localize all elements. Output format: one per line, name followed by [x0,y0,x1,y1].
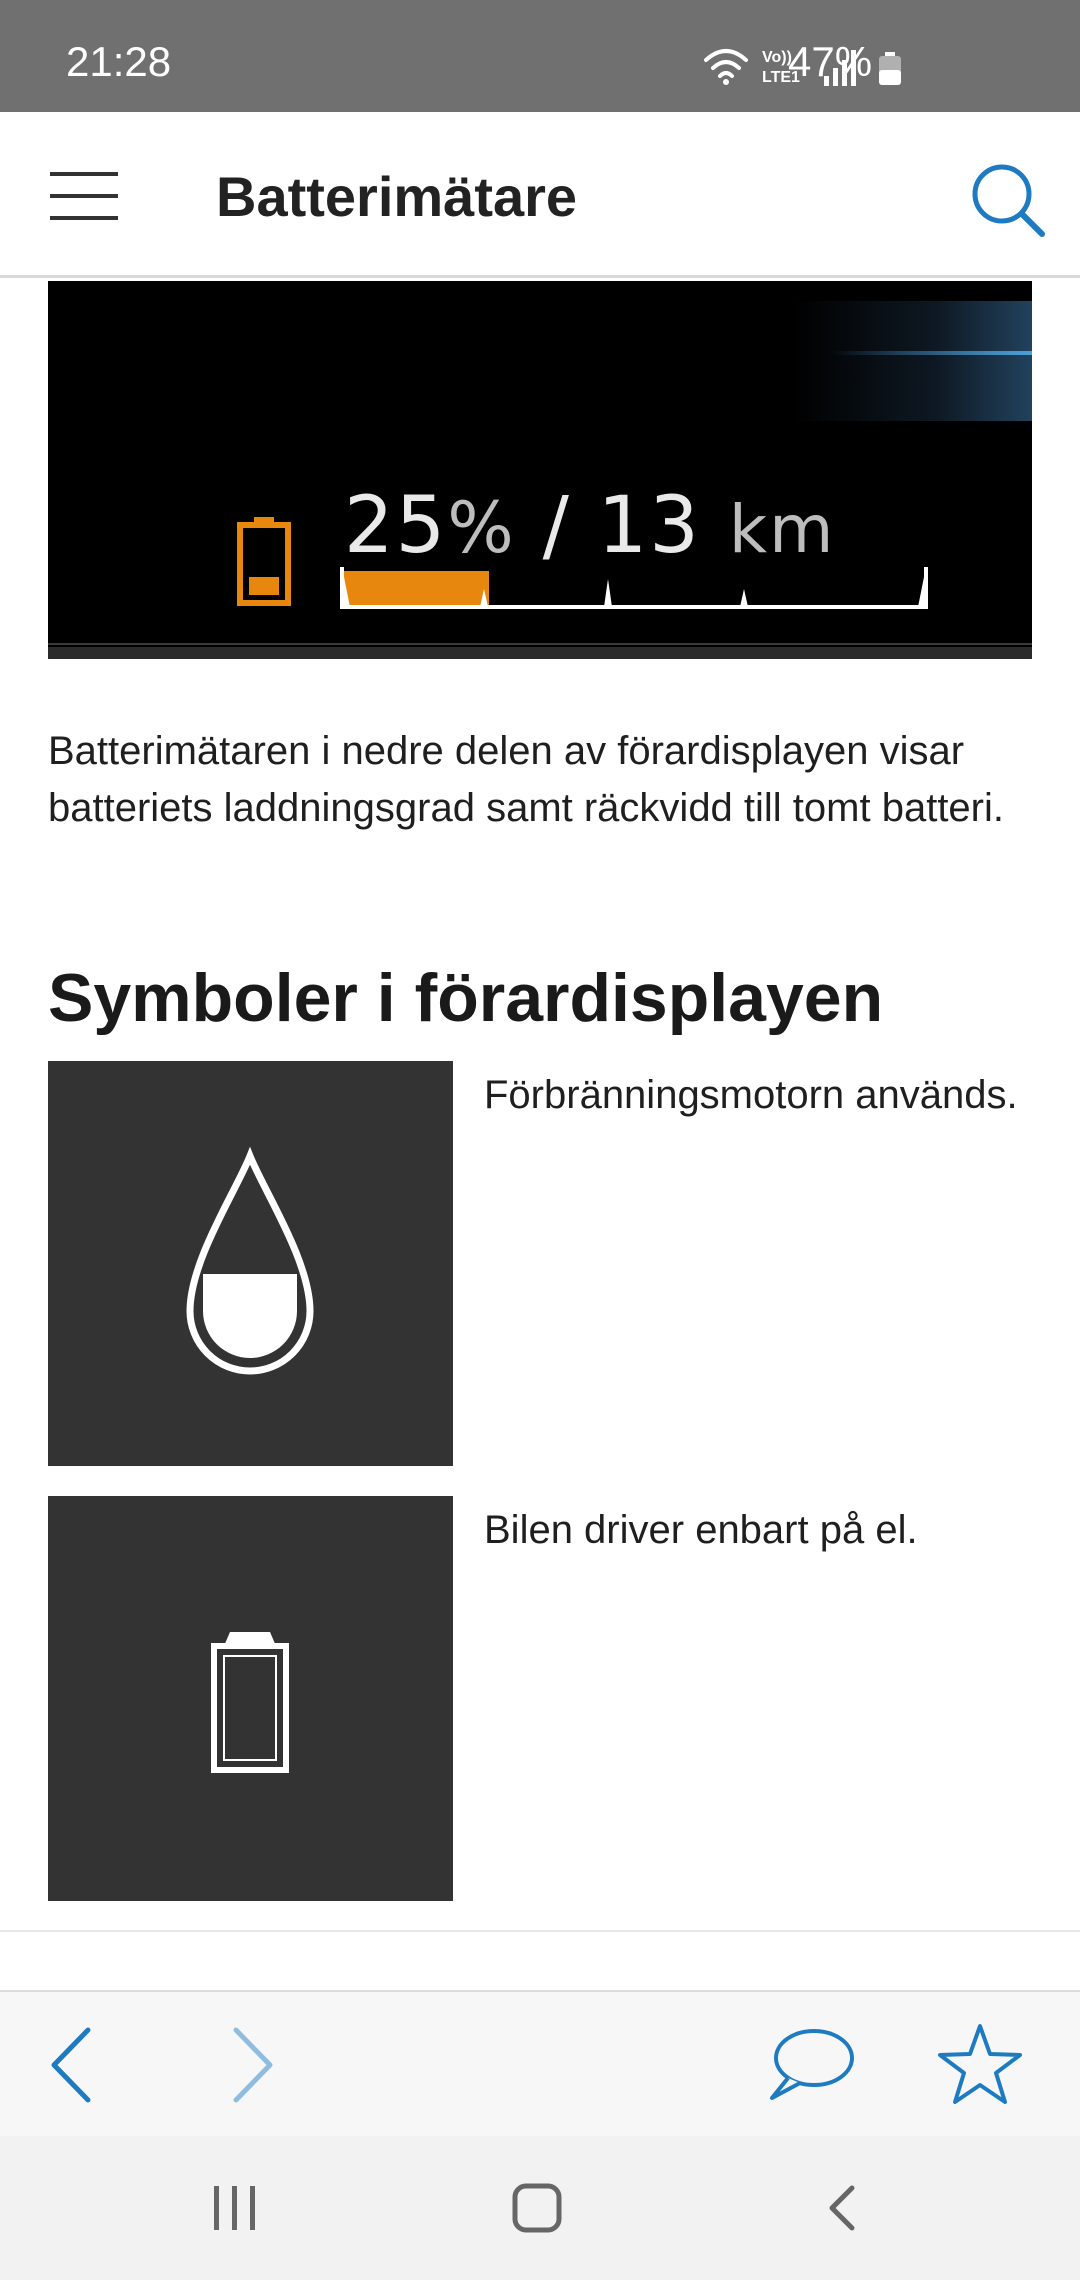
symbol-tile [48,1061,453,1466]
forward-arrow-icon[interactable] [206,2020,296,2110]
page-title: Batterimätare [216,165,578,228]
range-unit: km [728,491,836,568]
charge-range-readout [344,481,835,571]
status-battery-percent: 47% [788,38,873,85]
system-navigation-bar [0,2136,1080,2280]
article-content[interactable] [0,281,1080,1991]
range-value: 13 [597,481,701,571]
charge-unit: % [447,487,516,569]
readout-separator: / [515,481,598,571]
status-time: 21:28 [66,38,172,85]
search-icon[interactable] [970,162,1046,238]
section-heading: Symboler i förardisplayen [48,960,884,1036]
app-header [0,112,1080,278]
battery-charge-icon [236,515,292,607]
intro-paragraph: Batterimätaren i nedre delen av förardisplayen visar batteriets laddningsgrad samt räckvidd till tomt batteri. [48,729,1004,830]
feedback-chat-icon[interactable] [762,2020,862,2110]
symbol-tile [48,1496,453,1901]
volte-label: Vo)) [762,49,792,66]
content-divider [0,1930,1080,1932]
symbol-description: Bilen driver enbart på el. [484,1508,918,1552]
fuel-drop-icon [48,1061,453,1466]
home-icon[interactable] [502,2178,572,2238]
driver-display-image [48,281,1032,659]
battery-status-icon [878,52,902,86]
lte-label: LTE1 [762,69,800,86]
symbol-description: Förbränningsmotorn används. [484,1073,1018,1117]
hamburger-menu-icon[interactable] [50,172,118,222]
charge-value: 25 [344,481,448,571]
favorite-star-icon[interactable] [930,2020,1030,2110]
bottom-toolbar [0,1990,1080,2136]
charge-level-bar [340,563,928,609]
battery-outline-icon [48,1496,453,1901]
charge-level-fill [344,571,489,605]
status-bar [0,0,1080,112]
system-back-icon[interactable] [806,2178,876,2238]
wifi-icon [706,51,746,76]
back-arrow-icon[interactable] [28,2020,118,2110]
recent-apps-icon[interactable] [200,2178,270,2238]
